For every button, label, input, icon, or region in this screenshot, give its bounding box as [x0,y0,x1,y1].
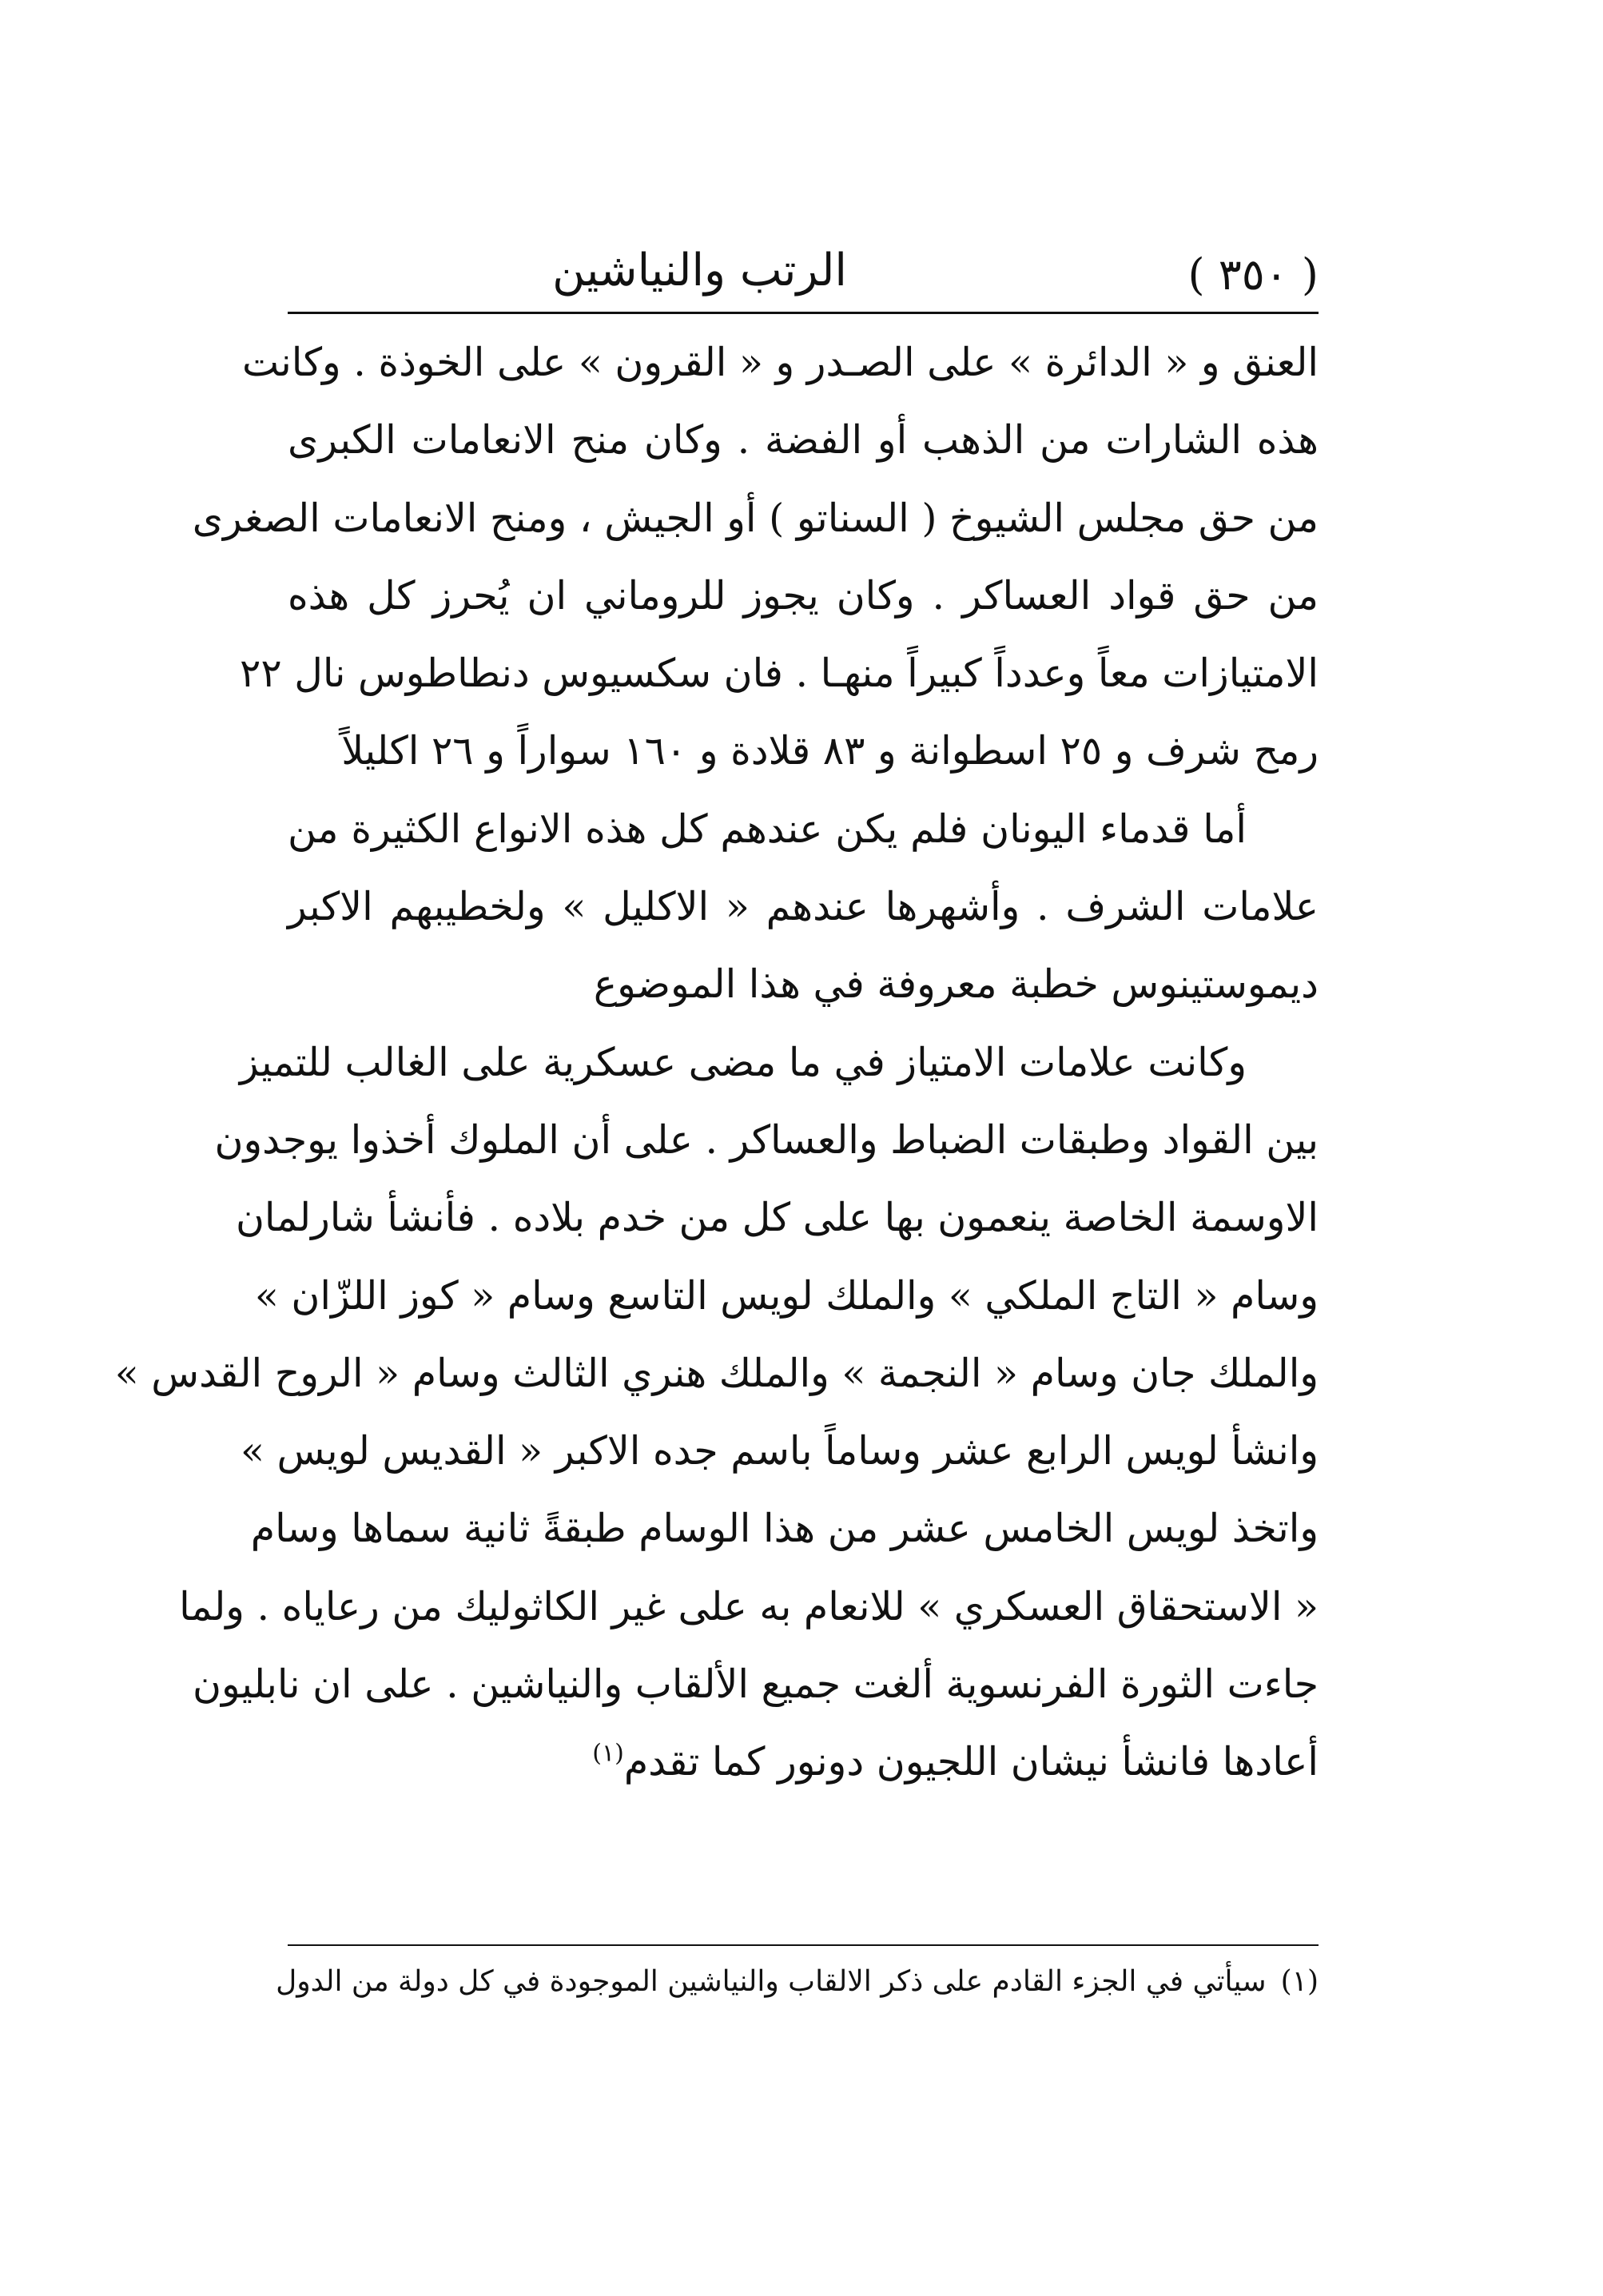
text-line: « الاستحقاق العسكري » للانعام به على غير الكاثوليك من رعاياه . ولما [179,1583,1319,1629]
text-line: الامتيازات معاً وعدداً كبيراً منهـا . فان سكسيوس دنطاطوس نال ٢٢ [240,651,1319,697]
text-line: العنق و « الدائرة » على الصـدر و « القرون » على الخوذة . وكانت [242,340,1319,385]
text-line: وسام « التاج الملكي » والملك لويس التاسع وسام « كوز اللزّان » [254,1272,1319,1319]
text-line-content: أعادها فانشأ نيشان اللجيون دونور كما تقدم [623,1739,1319,1785]
text-line: الاوسمة الخاصة ينعمون بها على كل من خدم بلاده . فأنشأ شارلمان [235,1195,1319,1241]
text-line: من حق مجلس الشيوخ ( السناتو ) أو الجيش ، ومنح الانعامات الصغرى [192,495,1319,541]
header-rule [288,312,1319,314]
body-text [114,324,1319,1801]
text-line: واتخذ لويس الخامس عشر من هذا الوسام طبقةً ثانية سماها وسام [250,1506,1319,1552]
text-line: جاءت الثورة الفرنسوية ألغت جميع الألقاب والنياشين . على ان نابليون [192,1661,1319,1708]
text-line: وانشأ لويس الرابع عشر وساماً باسم جده الاكبر « القديس لويس » [240,1428,1319,1474]
running-title: الرتب والنياشين [552,245,847,296]
page-number: ( ٣٥٠ ) [1187,249,1319,300]
footnote [276,1954,1319,2010]
text-line: علامات الشرف . وأشهرها عندهم « الاكليل » ولخطيبهم الاكبر [288,884,1319,930]
text-line: من حق قواد العساكر . وكان يجوز للروماني ان يُحرز كل هذه [288,572,1319,619]
footnote-rule [288,1944,1319,1946]
footnote-marker: (١) [592,1740,624,1769]
footnote-number: (١) [1280,1965,1319,1998]
footnote-text: سيأتي في الجزء القادم على ذكر الالقاب والنياشين الموجودة في كل دولة من الدول [276,1965,1267,1998]
text-line-with-footnote [288,1723,1319,1801]
paragraph-start-line: وكانت علامات الامتياز في ما مضى عسكرية على الغالب للتميز [239,1039,1247,1085]
paragraph-start-line: أما قدماء اليونان فلم يكن عندهم كل هذه الانواع الكثيرة من [288,806,1247,852]
text-line: والملك جان وسام « النجمة » والملك هنري الثالث وسام « الروح القدس » [114,1350,1319,1396]
text-line: هذه الشارات من الذهب أو الفضة . وكان منح الانعامات الكبرى [288,417,1319,464]
text-line: ديموستينوس خطبة معروفة في هذا الموضوع [593,961,1319,1008]
page-header [288,240,1319,312]
text-line: بين القواد وطبقات الضباط والعساكر . على أن الملوك أخذوا يوجدون [214,1116,1319,1163]
text-line: رمح شرف و ٢٥ اسطوانة و ٨٣ قلادة و ١٦٠ سواراً و ٢٦ اكليلاً [341,728,1319,774]
